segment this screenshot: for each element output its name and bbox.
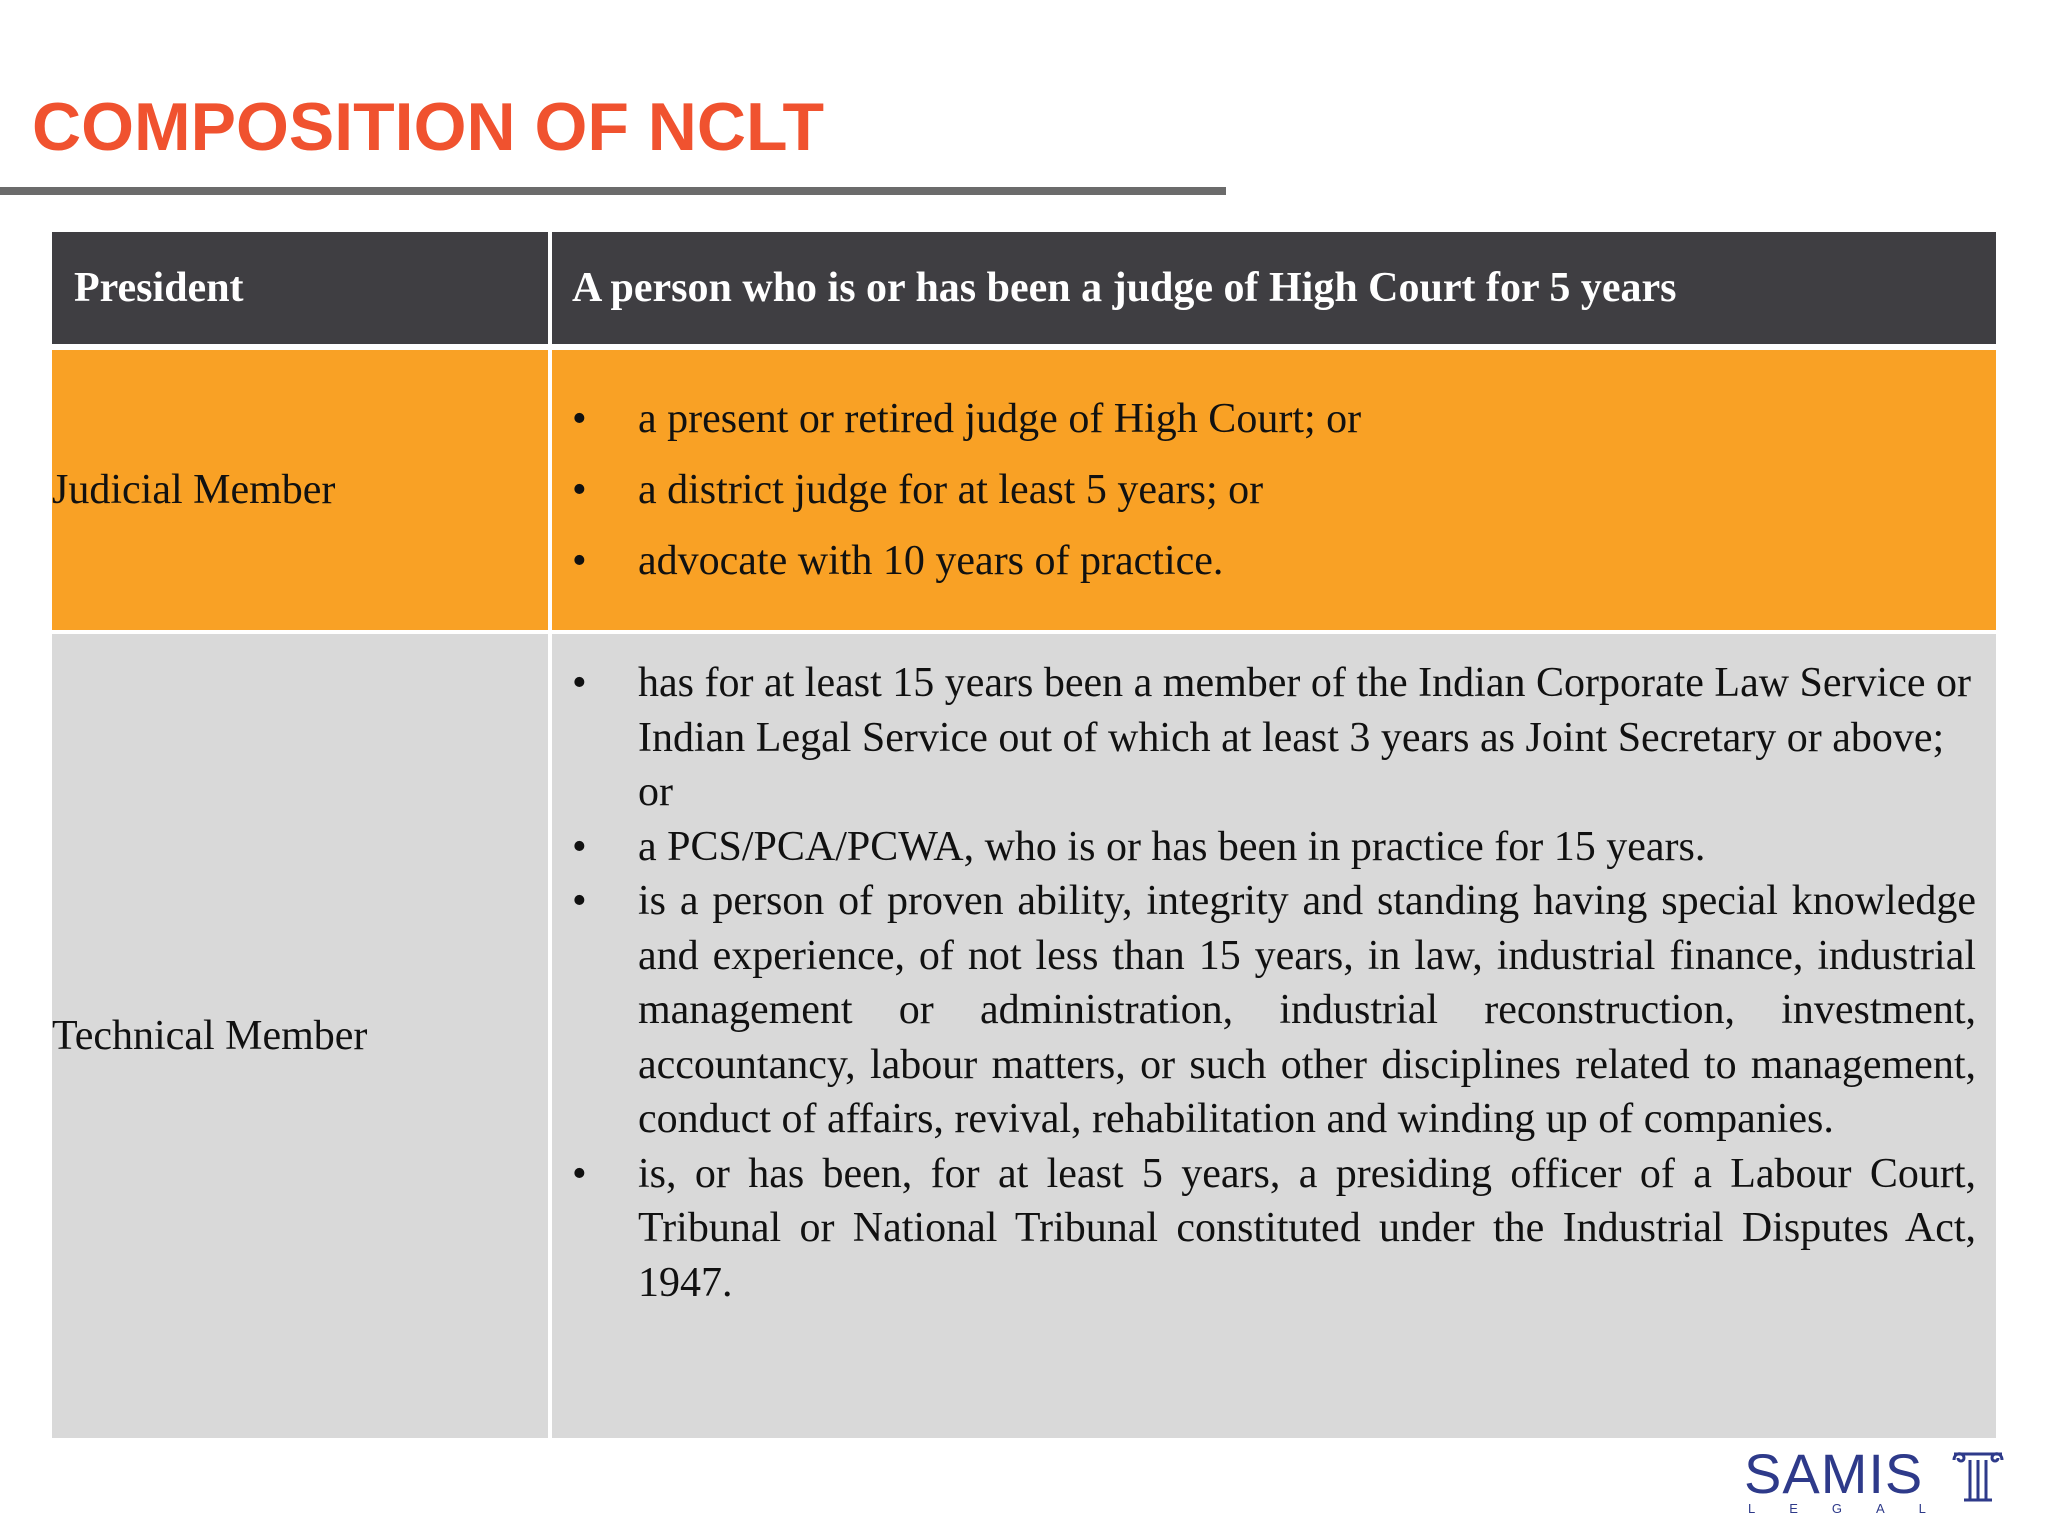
list-item: • advocate with 10 years of practice. (572, 534, 1976, 588)
table-row-technical (52, 630, 1996, 1438)
technical-qualifications (552, 630, 1996, 1438)
title-divider (0, 187, 1226, 195)
samisti-logo (1744, 1442, 2008, 1516)
composition-table (52, 232, 1996, 1438)
table-row-judicial (52, 344, 1996, 630)
list-item: • has for at least 15 years been a member of the Indian Corporate Law Service or Indian Legal Service out of which at least 3 years as Joint Secretary or above; or (572, 656, 1976, 820)
judicial-list (552, 392, 1996, 588)
list-item: • a present or retired judge of High Court; or (572, 392, 1976, 446)
page-title: COMPOSITION OF NCLT (32, 89, 825, 165)
president-qualification: A person who is or has been a judge of High Court for 5 years (552, 232, 1996, 344)
list-item: • is a person of proven ability, integrity and standing having special knowledge and experience, of not less than 15 years, in law, industrial finance, industrial management or administration, industrial reconstruction, investment, accountancy, labour matters, or such other disciplines related to management, conduct of affairs, revival, rehabilitation and winding up of companies. (572, 874, 1976, 1147)
table-row-president (52, 232, 1996, 344)
list-item: • a district judge for at least 5 years; or (572, 463, 1976, 517)
judicial-member-label: Judicial Member (52, 344, 552, 630)
pillar-icon (1950, 1450, 2006, 1502)
logo-text: SAMIS (1744, 1442, 1924, 1505)
judicial-qualifications (552, 344, 1996, 630)
logo-subtitle: LEGAL (1748, 1501, 1960, 1516)
technical-list (552, 656, 1996, 1310)
list-item: • a PCS/PCA/PCWA, who is or has been in practice for 15 years. (572, 820, 1976, 875)
president-label: President (52, 232, 552, 344)
technical-member-label: Technical Member (52, 630, 552, 1438)
list-item: • is, or has been, for at least 5 years, a presiding officer of a Labour Court, Tribunal or National Tribunal constituted under the Industrial Disputes Act, 1947. (572, 1147, 1976, 1311)
